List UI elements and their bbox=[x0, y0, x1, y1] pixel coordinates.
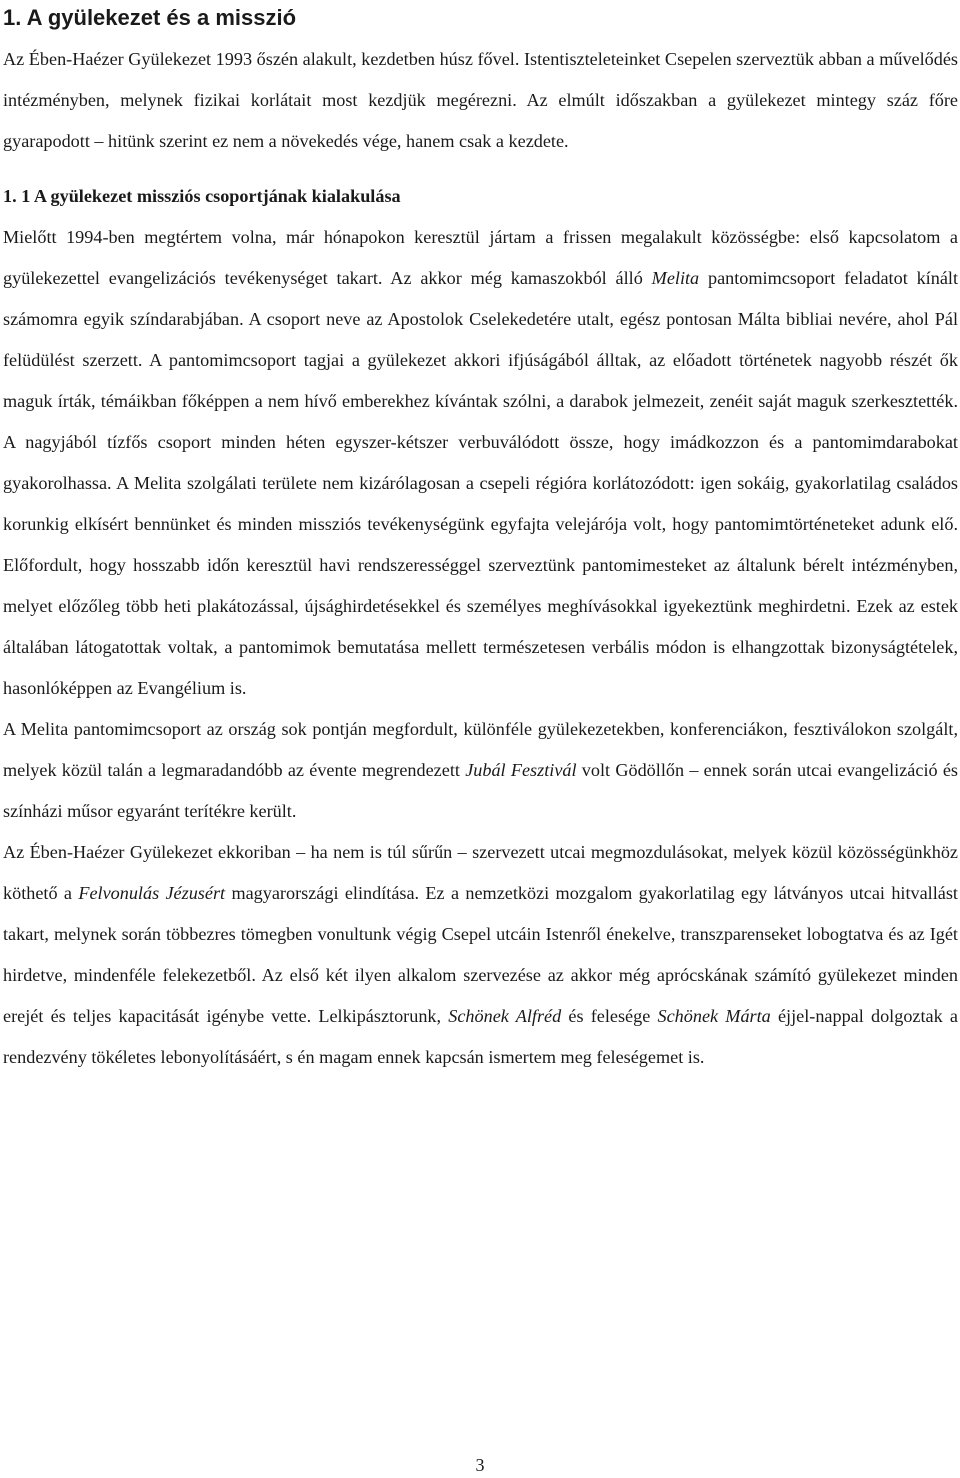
italic-text: Jubál Fesztivál bbox=[465, 760, 577, 780]
text-run: A Melita pantomimcsoport az ország sok pontján megfordult, különféle gyülekezetekben, konferenciákon, fesztiválokon szolgált, melyek közül talán a legmaradandóbb az évente megrendezett bbox=[3, 719, 958, 780]
text-run: és felesége bbox=[561, 1006, 658, 1026]
page-number: 3 bbox=[475, 1455, 485, 1475]
section-heading: 1. A gyülekezet és a misszió bbox=[3, 5, 297, 30]
document-page bbox=[3, 0, 958, 1078]
text-run: volt Gödöllőn – ennek során utcai evangelizáció és színházi műsor egyaránt terítékre került. bbox=[3, 760, 959, 821]
body-paragraph bbox=[3, 217, 958, 709]
italic-text: Schönek Márta bbox=[657, 1006, 771, 1026]
italic-text: Melita bbox=[651, 268, 700, 288]
italic-text: Felvonulás Jézusért bbox=[78, 883, 226, 903]
section-gap bbox=[3, 162, 958, 176]
text-run: Mielőtt 1994-ben megtértem volna, már hónapokon keresztül jártam a frissen megalakult közösségbe: első kapcsolatom a gyülekezettel evangelizációs tevékenységet takart. Az akkor még kamaszokból álló bbox=[3, 227, 958, 288]
body-paragraph bbox=[3, 709, 958, 832]
intro-paragraph: Az Ében-Haézer Gyülekezet 1993 őszén alakult, kezdetben húsz fővel. Istentiszteleteinket Csepelen szerveztük abban a művelődés intézményben, melynek fizikai korlátait most kezdjük megérezni. Az elmúlt időszakban a gyülekezet mintegy száz főre gyarapodott – hitünk szerint ez nem a növekedés vége, hanem csak a kezdete. bbox=[3, 49, 958, 151]
text-run: Az Ében-Haézer Gyülekezet ekkoriban – ha nem is túl sűrűn – szervezett utcai megmozdulásokat, melyek közül közösségünkhöz köthető a bbox=[3, 842, 958, 903]
text-run: magyarországi elindítása. Ez a nemzetközi mozgalom gyakorlatilag egy látványos utcai hitvallást takart, melynek során többezres tömegben vonultunk végig Csepel utcáin Istenről énekelve, transzparenseket lobogtatva és az Igét hirdetve, mindenféle felekezetből. Az első két ilyen alkalom szervezése az akkor még aprócskának számító gyülekezet minden erejét és teljes kapacitását igénybe vette. Lelkipásztorunk, bbox=[3, 883, 958, 1026]
text-run: éjjel-nappal dolgoztak a rendezvény tökéletes lebonyolításáért, s én magam ennek kapcsán ismertem meg feleségemet is. bbox=[3, 1006, 958, 1067]
text-run: pantomimcsoport feladatot kínált számomra egyik színdarabjában. A csoport neve az Apostolok Cselekedetére utalt, egész pontosan Málta bibliai nevére, ahol Pál felüdülést szerzett. A pantomimcsoport tagjai a gyülekezet akkori ifjúságából álltak, az előadott történetek nagyobb részét ők maguk írták, témáikban főképpen a nem hívő emberekhez kívántak szólni, a darabok jelmezeit, zenéit saját maguk szerkesztették. A nagyjából tízfős csoport minden héten egyszer-kétszer verbuválódott össze, hogy imádkozzon és a pantomimdarabokat gyakorolhassa. A Melita szolgálati területe nem kizárólagosan a csepeli régióra korlátozódott: igen sokáig, gyakorlatilag családos korunkig elkísért bennünket és minden missziós tevékenységünk egyfajta velejárója volt, hogy pantomimtörténeteket adunk elő. Előfordult, hogy hosszabb időn keresztül havi rendszerességgel szerveztünk pantomimesteket az általunk bérelt intézményben, melyet előzőleg több heti plakátozással, újsághirdetésekkel és személyes meghívásokkal igyekeztünk meghirdetni. Ezek az estek általában látogatottak voltak, a pantomimok bemutatása mellett természetesen verbális módon is elhangzottak bizonyságtételek, hasonlóképpen az Evangélium is. bbox=[3, 268, 959, 698]
body-paragraph bbox=[3, 832, 958, 1078]
italic-text: Schönek Alfréd bbox=[448, 1006, 562, 1026]
subsection-heading: 1. 1 A gyülekezet missziós csoportjának kialakulása bbox=[3, 186, 401, 206]
